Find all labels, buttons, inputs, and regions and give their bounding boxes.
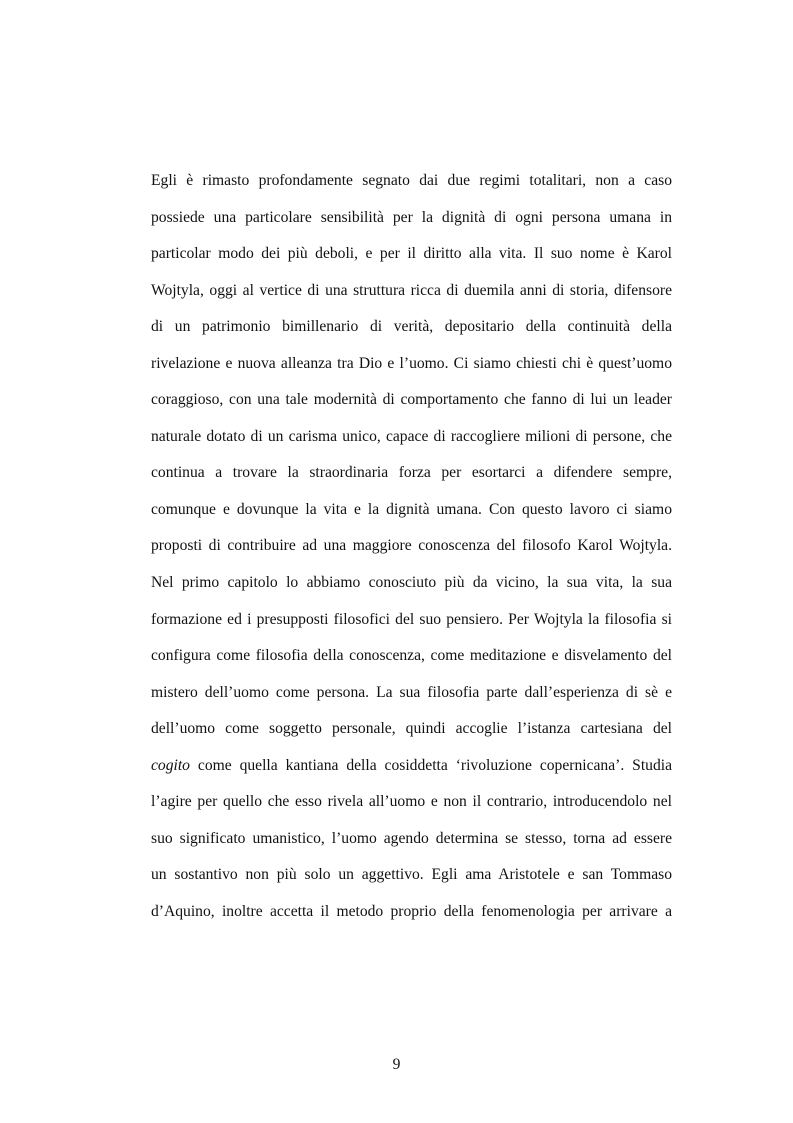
- text-line-4: Wojtyla, oggi al vertice di una struttura ricca di duemila anni di storia, difensore: [151, 281, 672, 299]
- text-line-17-rest: come quella kantiana della cosiddetta ‘rivoluzione copernicana’. Studia: [189, 756, 672, 774]
- text-line-9: continua a trovare la straordinaria forza per esortarci a difendere sempre,: [151, 464, 672, 482]
- text-line-20: un sostantivo non più solo un aggettivo. Egli ama Aristotele e san Tommaso: [151, 866, 672, 884]
- text-line-21: d’Aquino, inoltre accetta il metodo proprio della fenomenologia per arrivare a: [151, 902, 672, 920]
- text-line-6: rivelazione e nuova alleanza tra Dio e l’uomo. Ci siamo chiesti chi è quest’uomo: [151, 354, 672, 372]
- text-line-12: Nel primo capitolo lo abbiamo conosciuto più da vicino, la sua vita, la sua: [151, 574, 672, 592]
- text-line-2: possiede una particolare sensibilità per la dignità di ogni persona umana in: [151, 208, 672, 226]
- page-number: 9: [392, 1056, 401, 1073]
- text-line-1: Egli è rimasto profondamente segnato dai due regimi totalitari, non a caso: [151, 172, 672, 189]
- body-paragraph: [151, 166, 672, 933]
- text-line-19: suo significato umanistico, l’uomo agendo determina se stesso, torna ad essere: [151, 829, 672, 847]
- italic-term: cogito: [151, 756, 190, 774]
- text-line-17: [151, 751, 672, 788]
- text-line-18: l’agire per quello che esso rivela all’uomo e non il contrario, introducendolo nel: [151, 793, 672, 811]
- text-line-11: proposti di contribuire ad una maggiore conoscenza del filosofo Karol Wojtyla.: [151, 537, 672, 555]
- text-line-5: di un patrimonio bimillenario di verità, depositario della continuità della: [151, 318, 672, 336]
- text-line-3: particolar modo dei più deboli, e per il diritto alla vita. Il suo nome è Karol: [151, 245, 672, 263]
- text-line-16: dell’uomo come soggetto personale, quindi accoglie l’istanza cartesiana del: [151, 720, 672, 738]
- text-line-15: mistero dell’uomo come persona. La sua filosofia parte dall’esperienza di sè e: [151, 683, 672, 701]
- text-line-13: formazione ed i presupposti filosofici del suo pensiero. Per Wojtyla la filosofia si: [151, 610, 672, 628]
- text-line-8: naturale dotato di un carisma unico, capace di raccogliere milioni di persone, che: [151, 427, 672, 445]
- text-line-10: comunque e dovunque la vita e la dignità umana. Con questo lavoro ci siamo: [151, 500, 672, 518]
- text-line-7: coraggioso, con una tale modernità di comportamento che fanno di lui un leader: [151, 391, 672, 409]
- text-line-14: configura come filosofia della conoscenza, come meditazione e disvelamento del: [151, 647, 672, 665]
